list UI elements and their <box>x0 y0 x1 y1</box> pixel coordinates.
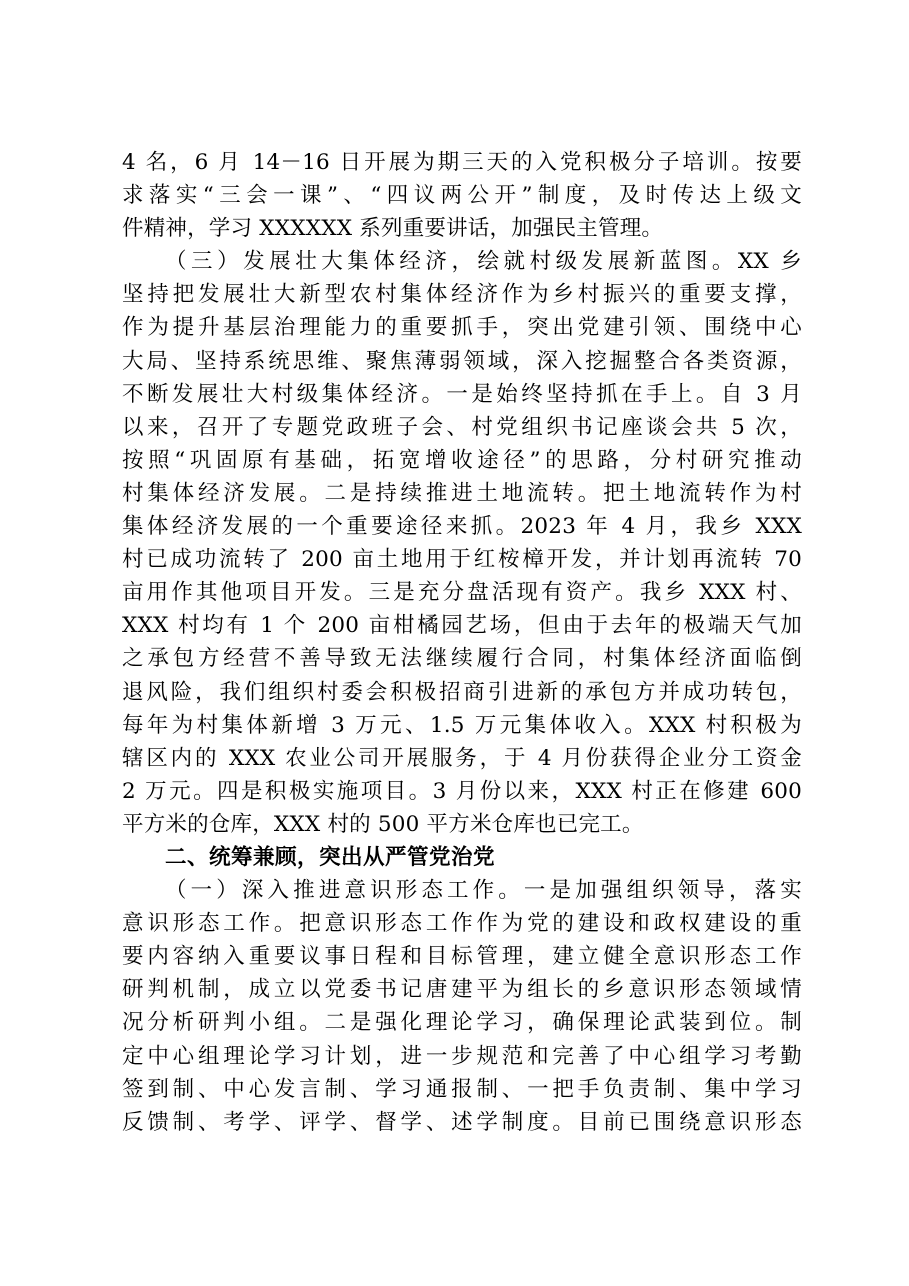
document-body <box>122 146 802 1139</box>
text-line: 村集体经济发展。二是持续推进土地流转。把土地流转作为村 <box>122 480 802 506</box>
section-paragraph-start: （三）发展壮大集体经济，绘就村级发展新蓝图。XX 乡 <box>165 249 802 275</box>
text-line: 求落实“三会一课”、“四议两公开”制度，及时传达上级文 <box>122 183 802 209</box>
text-line: 亩用作其他项目开发。三是充分盘活现有资产。我乡 XXX 村、 <box>122 580 802 606</box>
text-line: 坚持把发展壮大新型农村集体经济作为乡村振兴的重要支撑， <box>122 282 802 308</box>
section-heading: 二、统筹兼顾，突出从严管党治党 <box>165 844 496 870</box>
text-line: XXX 村均有 1 个 200 亩柑橘园艺场，但由于去年的极端天气加 <box>122 613 802 639</box>
section-paragraph-start: （一）深入推进意识形态工作。一是加强组织领导，落实 <box>165 878 802 904</box>
text-line: 件精神，学习 XXXXXX 系列重要讲话，加强民主管理。 <box>122 216 664 242</box>
text-line: 2 万元。四是积极实施项目。3 月份以来，XXX 村正在修建 600 <box>122 778 802 804</box>
text-line: 大局、坚持系统思维、聚焦薄弱领域，深入挖掘整合各类资源， <box>122 348 802 374</box>
text-line: 村已成功流转了 200 亩土地用于红桉樟开发，并计划再流转 70 <box>122 547 802 573</box>
text-line: 要内容纳入重要议事日程和目标管理，建立健全意识形态工作 <box>122 944 802 970</box>
text-line: 意识形态工作。把意识形态工作作为党的建设和政权建设的重 <box>122 911 802 937</box>
text-line: 集体经济发展的一个重要途径来抓。2023 年 4 月，我乡 XXX <box>122 514 802 540</box>
text-line: 平方米的仓库，XXX 村的 500 平方米仓库也已完工。 <box>122 811 644 837</box>
text-line: 4 名，6 月 14－16 日开展为期三天的入党积极分子培训。按要 <box>122 150 802 175</box>
text-line: 退风险，我们组织村委会积极招商引进新的承包方并成功转包， <box>122 679 802 705</box>
text-line: 按照“巩固原有基础，拓宽增收途径”的思路，分村研究推动 <box>122 447 802 473</box>
text-line: 反馈制、考学、评学、督学、述学制度。目前已围绕意识形态 <box>122 1109 802 1135</box>
text-line: 定中心组理论学习计划，进一步规范和完善了中心组学习考勤 <box>122 1043 802 1069</box>
text-line: 以来，召开了专题党政班子会、村党组织书记座谈会共 5 次， <box>122 414 802 440</box>
text-line: 签到制、中心发言制、学习通报制、一把手负责制、集中学习 <box>122 1076 802 1102</box>
text-line: 作为提升基层治理能力的重要抓手，突出党建引领、围绕中心 <box>122 315 802 341</box>
text-line: 况分析研判小组。二是强化理论学习，确保理论武装到位。制 <box>122 1010 802 1036</box>
text-line: 不断发展壮大村级集体经济。一是始终坚持抓在手上。自 3 月 <box>122 381 802 407</box>
text-line: 辖区内的 XXX 农业公司开展服务，于 4 月份获得企业分工资金 <box>122 745 802 771</box>
text-line: 研判机制，成立以党委书记唐建平为组长的乡意识形态领域情 <box>122 977 802 1003</box>
text-line: 每年为村集体新增 3 万元、1.5 万元集体收入。XXX 村积极为 <box>122 712 802 738</box>
text-line: 之承包方经营不善导致无法继续履行合同，村集体经济面临倒 <box>122 646 802 672</box>
